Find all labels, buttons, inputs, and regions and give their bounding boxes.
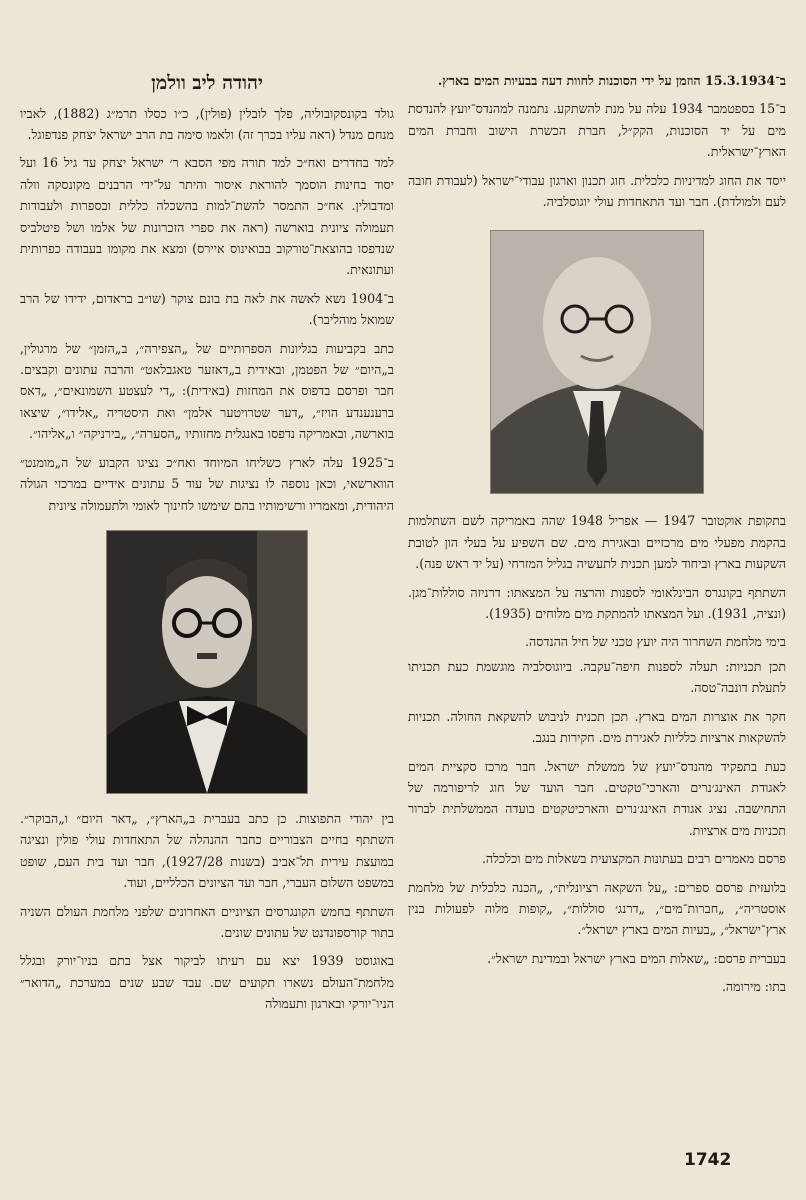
left-paragraph-5: ב־1925 עלה לארץ כשליחו המיוחד ואח״כ נציגו הקבוע של ה„מומנט״ הווארשאי, וכאן נוספה לו נציגות של עוד 5 עתונים אידיים במרכזי הגולה היהודית, ומאמריו ורשימותיו בהם שימשו לחינוך לאומי ולתעמולה ציונית xyxy=(20,454,394,513)
left-paragraph-4: כתב בקביעות בגליונות הספרותיים של „הצפירה״, ב„הזמן״ של מרגולין, ב„היום״ של הפטמן, ובאידית ב„דאזער טאגבלאט״ והרבה עתונים וקבצים. חבר ופרסם בדפוס את המחזות (באידית): „די לעצטע השמונאים״, „דאס ברענענדע הויז״, „דער שטרויטער אלמן״ ואת היסטריה „אלידו״, שיצאו בוארשה, ובאמריקה נדפסו באנגלית מחזותיו „הסערה״, „בירניקה״ ו„אליהו״. xyxy=(20,340,394,442)
left-column xyxy=(20,70,394,1022)
right-paragraph-10: פרסם מאמרים רבים בעתונות המקצועית בשאלות מים וכלכלה. xyxy=(481,851,786,867)
right-paragraph-9: כעת בתפקיד מהנדס־יועץ של ממשלת ישראל. חבר מרכז סקציית המים לאגודת האינג׳נרים והארכי־טקטים. חבר הועד של חוג לריפורמה של התחישבה. נציג אגודת האינג׳נרים והארכיטקטים בועדה הממשלתית לברור תכניות מים ארציות. xyxy=(408,758,786,838)
right-paragraph-11: בלועזית פרסם ספרים: „על השקאה רציונלית״, „הכנה כלכלית של מלחמת אוסטריה״, „חברות־מים״, „דרנג׳ סוללות״, „קופות מלוה לפעולות בנין ארץ־ישראל״, „בעיות המים בארץ ישראל״. xyxy=(408,879,786,938)
right-paragraph-13: בתו: מירומה. xyxy=(721,979,786,995)
left-paragraph-2: למד בחדרים ואח״כ למד תורה מפי הסבא ר׳ ישראל יצחק עד גיל 16 ועל יסוד בחינות הוסמך להוראת איסור והיתר על־ידי הרבנים מקונסקה וולה ומדבולין. אח״כ התמסר להשת־למות בהשכלה כללית ובספרות ולעבודות תעמולה ציונית בוארשה (ראה את ספרי הזכרונות של אלמו ושל פיטלביס שנדפסו בהוצאת־טורקוב בבואינוס איירס) ומצא את מקומו בעבודה כפרותית ועתונאית. xyxy=(20,155,394,278)
right-paragraph-12: בעברית פרסם: „שאלות המים בארץ ישראל ובמדינת ישראל״. xyxy=(487,950,786,966)
left-paragraph-3: ב־1904 נשא לאשה את לאה בת בונם צוקר (שו״ב בראדום, ידידו של הרב שמואל מוהליבר). xyxy=(20,290,394,328)
portrait-photo-bald-man xyxy=(490,230,704,494)
left-paragraph-1: גולד בקונסקובוליה, פלך לובלין (פולין), כ״ו כסלו תרמ״ג (1882), לאביו מנחם מנדל (ראה עליו בכרך זה) ולאמו סימה בת הרב ישראל יצחק פנדפוגל. xyxy=(20,105,394,142)
portrait-illustration xyxy=(491,231,703,493)
right-paragraph-5: השתתף בקונגרס הבינלאומי לספנות והרצה על המצאתו: דרניזה סוללות־מגן. (ונציה, 1931). ועל המצאתו להמתקת מים מלוחים (1935). xyxy=(408,584,786,622)
right-paragraph-6: בימי מלחמת השחרור היה יועץ טכני של חיל ההנדסה. xyxy=(525,634,786,650)
left-paragraph-6: בין יהודי התפוצות. כן כתב בעברית ב„הארץ״, „דאר היום״ ו„הבוקר״. השתתף בחיים הצבוריים כחבר ההנהלה של התאחדות עולי פולין ונציגה במועצת עירית תל־אביב (בשנות 1927/28), חבר ועד בית העם, שופט במשפט השלום העברי, חבר ועד הציונים הכלליים, ועוד. xyxy=(20,810,394,891)
page-number: 1742 xyxy=(684,1150,732,1170)
left-paragraph-8: באוגוסט 1939 יצא עם רעיתו לביקור אצל בתם בניו־יורק ובגלל מלחמת־העולם נשארו תקועים שם. עבד שבע שנים במערכת „הדואר״ הניו־יורקי ובארגון ותעמולה xyxy=(20,953,394,1012)
portrait-photo-man-with-bowtie xyxy=(106,530,308,794)
left-paragraph-7: השתתף בחמש הקונגרסים הציוניים האחרונים שלפני מלחמת העולם השניה בתור קורספונדנט של עתונים שונים. xyxy=(20,903,394,940)
right-column xyxy=(408,70,786,1005)
right-paragraph-7: תכן תכניות: תעלה לספנות חיפה־עקבה. ביוגוסלביה מוגשמת כעת תכניתו לתעלת דונבה־טסה. xyxy=(408,658,786,696)
right-paragraph-8: חקר את אוצרות המים בארץ. תכן תכנית לניבוש להשקאת החולה. תכניות להשקאות ארציות כלליות לאגירת מים. חקירות בנגב. xyxy=(408,708,786,746)
right-paragraph-1: ב־15.3.1934 הוזמן על ידי הסוכנות לחוות דעה בבעיות המים בארץ. xyxy=(437,73,786,88)
right-paragraph-3: ייסד את החוג למדיניות כלכלית. חוג תכנון וארגון עבודי־ישראל (לעבודת חובה לעם ולמולדת). חבר ועד התאחדות עולי יוגוסלביה. xyxy=(408,172,786,210)
entry-heading: יהודה ליב וולמן xyxy=(151,72,263,94)
portrait-illustration-left xyxy=(107,531,307,793)
right-paragraph-4: בתקופת אוקטובר 1947 — אפריל 1948 שהה באמריקה לשם השתלמות בהקמת מפעלי מים מרכזיים ובאגירת מים. שם השפיע על בעלי הון לטובת השקעות בארץ וביחוד למען תכנית לתעשיה בגליל המזרחי (על יד ראש פנה). xyxy=(408,513,786,572)
right-paragraph-2: ב־15 בספטמבר 1934 עלה על מנת להשתקע. נתמנה למהנדס־יועץ להנדסת מים על יד הסוכנות, הקק״ל, חברת הכשרת הישוב וחברת המים הארץ־ישראלית. xyxy=(408,101,786,160)
